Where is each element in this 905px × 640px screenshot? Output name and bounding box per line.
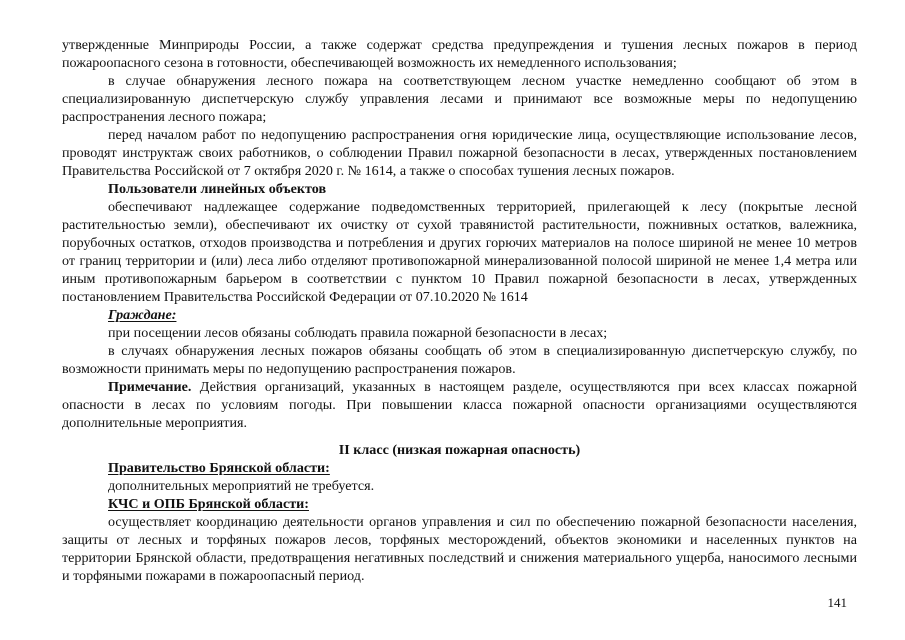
- paragraph-1: утвержденные Минприроды России, а также содержат средства предупреждения и тушения лесных пожаров в период пожароопасного сезона в готовности, обеспечивающей возможность их немедленного использования;: [62, 37, 857, 71]
- paragraph-6: в случаях обнаружения лесных пожаров обязаны сообщать об этом в специализированную диспетчерскую службу, по возможности принимать меры по недопущению распространения пожаров.: [62, 343, 857, 377]
- paragraph-4: обеспечивают надлежащее содержание подведомственных территорией, прилегающей к лесу (покрытые лесной растительностью земли), обеспечивают их очистку от сухой травянистой растительности, пожнивных остатков, валежника, порубочных остатков, отходов производства и потребления и других горючих материалов на полосе шириной не менее 10 метров от границ территории и (или) леса либо отделяют противопожарной минерализованной полосой шириной не менее 1,4 метра или иным противопожарным барьером в соответствии с пунктом 10 Правил пожарной безопасности в лесах, утвержденных постановлением Правительства Российской Федерации от 07.10.2020 № 1614: [62, 199, 857, 305]
- heading-linear-users: Пользователи линейных объектов: [108, 181, 327, 197]
- note-text: Действия организаций, указанных в настоящем разделе, осуществляются при всех классах пожарной опасности в лесах по условиям погоды. При повышении класса пожарной опасности организациями осуществляются дополнительные мероприятия.: [62, 379, 857, 431]
- note-paragraph: [62, 378, 857, 432]
- paragraph-3: перед началом работ по недопущению распространения огня юридические лица, осуществляющие использование лесов, проводят инструктаж своих работников, о соблюдении Правил пожарной безопасности в лесах, утвержденных постановлением Правительства Российской от 7 октября 2020 г. № 1614, а также о способах тушения лесных пожаров.: [62, 127, 857, 179]
- paragraph-8: осуществляет координацию деятельности органов управления и сил по обеспечению пожарной безопасности населения, защиты от лесных и торфяных пожаров лесов, торфяных месторождений, объектов экономики и населенных пунктов на территории Брянской области, предотвращения негативных последствий и снижения материального ущерба, наносимого лесными и торфяными пожарами в пожароопасный период.: [62, 514, 857, 584]
- section-title: II класс (низкая пожарная опасность): [338, 442, 581, 458]
- heading-kchs: КЧС и ОПБ Брянской области:: [108, 496, 309, 512]
- heading-government: Правительство Брянской области:: [108, 460, 330, 476]
- paragraph-2: в случае обнаружения лесного пожара на соответствующем лесном участке немедленно сообщают об этом в специализированную диспетчерскую службу управления лесами и принимают все возможные меры по недопущению распространения лесного пожара;: [62, 73, 857, 125]
- paragraph-7: дополнительных мероприятий не требуется.: [108, 478, 375, 494]
- paragraph-5: при посещении лесов обязаны соблюдать правила пожарной безопасности в лесах;: [108, 325, 608, 341]
- heading-citizens: Граждане:: [108, 307, 177, 323]
- page-number: 141: [827, 595, 847, 610]
- note-label: Примечание.: [108, 379, 192, 395]
